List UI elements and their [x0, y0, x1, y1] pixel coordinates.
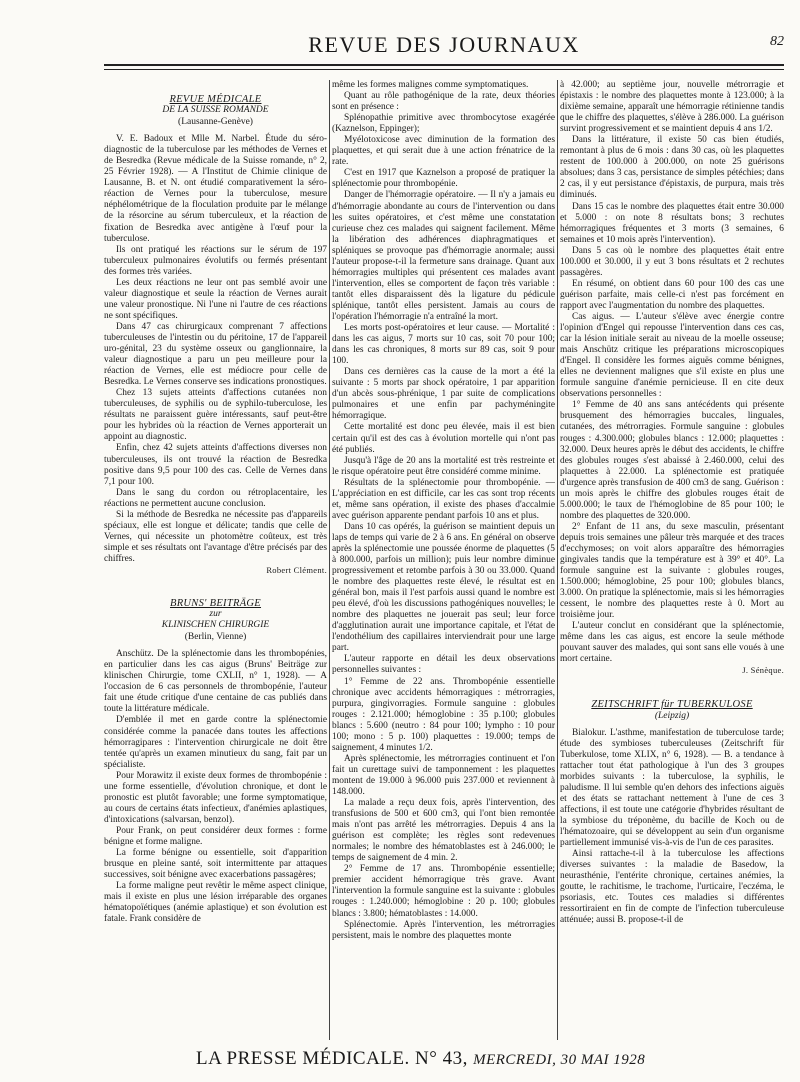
article-paragraph: Dans 15 cas le nombre des plaquettes était entre 30.000 et 5.000 : on note 8 résultats bons; 3 rechutes hémorragiques fréquentes et 3 morts (3 semaines, 6 semaines et 10 mois après l'intervention). [560, 201, 784, 245]
column-separator [329, 80, 330, 1040]
section-heading-bruns-beitrage [104, 598, 327, 643]
section-city: (Berlin, Vienne) [184, 632, 247, 643]
article-paragraph: Jusqu'à l'âge de 20 ans la mortalité est très restreinte et le risque opératoire peut être considéré comme minime. [332, 455, 555, 477]
article-paragraph: Ils ont pratiqué les réactions sur le sérum de 197 tuberculeux pulmonaires évolutifs ou fermés présentant des formes très variées. [104, 244, 327, 277]
article-paragraph: 1° Femme de 22 ans. Thrombopénie essentielle chronique avec accidents hémorragiques : métrorragies, purpura, gingivorragies. Formule sanguine : globules rouges : 2.121.000; hémoglobine : 35 p.100; globules blancs : 5.600 (neutro : 84 pour 100; lympho : 10 pour 100; mono : 5 p. 100) plaquettes : 19.000; temps de saignement, 4 minutes 1/2. [332, 676, 555, 753]
article-paragraph: Chez 13 sujets atteints d'affections cutanées non tuberculeuses, de syphilis ou de syphilo-tuberculose, les résultats ne paraissent guère intéressants, sauf peut-être pour les hybrides où la réaction de Vernes apporterait un appoint au diagnostic. [104, 388, 327, 443]
article-paragraph: Résultats de la splénectomie pour thrombopénie. — L'appréciation en est difficile, car les cas sont trop récents et, même sans opération, il existe des phases d'accalmie avec guérison apparente pendant parfois 10 ans et plus. [332, 477, 555, 521]
section-heading-zeitschrift [560, 699, 784, 722]
header-rule-thin [104, 69, 784, 70]
article-paragraph: Splénopathie primitive avec thrombocytose exagérée (Kaznelson, Eppinger); [332, 113, 555, 135]
article-paragraph: Dans le sang du cordon ou rétroplacentaire, les réactions ne permettent aucune conclusion. [104, 487, 327, 509]
page-number: 82 [770, 34, 784, 49]
article-paragraph: Anschütz. De la splénectomie dans les thrombopénies, en particulier dans les cas aigus (Bruns' Beiträge zur klinischen Chirurgie, tome CXLII, n° 1, 1928). — A l'occasion de 6 cas personnels de thrombopénie, l'auteur fait une étude critique d'une centaine de cas publiés dans toute la littérature médicale. [104, 649, 327, 715]
article-paragraph: Pour Morawitz il existe deux formes de thrombopénie : une forme essentielle, d'évolution chronique, et dont le pronostic est plutôt favorable; une forme symptomatique, au cours de certains états infectieux, d'anémies aplastiques, d'intoxications (salvarsan, benzol). [104, 770, 327, 825]
section-subtitle: DE LA SUISSE ROMANDE [162, 105, 269, 116]
section-subtitle: zur [209, 609, 222, 620]
section-subtitle: KLINISCHEN CHIRURGIE [161, 620, 270, 631]
article-paragraph: Dans la littérature, il existe 50 cas bien étudiés, remontant à plus de 6 mois : dans 30 cas, où les plaquettes restent de 100.000 à 200.000, on note 25 guérisons absolues; dans 3 cas, persistance de simples pétéchies; dans 2 cas, il y eut persistance d'épistaxis, de purpura, mais très diminués. [560, 135, 784, 201]
article-paragraph: Cas aigus. — L'auteur s'élève avec énergie contre l'opinion d'Engel qui repousse l'intervention dans ces cas, car la lésion initiale serait au niveau de la moelle osseuse; mais Anschütz critique les préparations microscopiques d'Engel. Il considère les formes aiguës comme bénignes, elles ne deviennent malignes que s'il existe en plus une formule sanguine d'anémie pernicieuse. Il en cite deux observations personnelles : [560, 311, 784, 400]
author-signature: Robert Clément. [266, 564, 327, 575]
section-city: (Leipzig) [654, 710, 690, 721]
article-paragraph: Ainsi rattache-t-il à la tuberculose les affections diverses suivantes : la maladie de Basedow, la neurasthénie, l'entérite chronique, certaines anémies, la goutte, le rachitisme, le trachome, l'urticaire, l'eczéma, le psoriasis, etc. Toutes ces maladies si différentes ressortiraient en fin de compte de l'infection tuberculeuse atténuée; aussi B. propose-t-il de [560, 849, 784, 926]
section-title: BRUNS' BEITRÄGE [169, 598, 262, 610]
header-rule [104, 64, 784, 66]
article-paragraph: La malade a reçu deux fois, après l'intervention, des transfusions de 500 et 600 cm3, qui l'ont bien remontée mais n'ont pas arrêté les métrorragies. Depuis 4 ans la guérison est complète; les règles sont redevenues normales; le nombre des hématoblastes est à 246.000; le temps de saignement de 4 min. 2. [332, 798, 555, 864]
article-paragraph: à 42.000; au septième jour, nouvelle métrorragie et épistaxis : le nombre des plaquettes monte à 123.000; à la dixième semaine, apparaît une hémorragie rétinienne tandis que le chiffre des plaquettes, s'élève à 286.000. La guérison survint progressivement et se maintient depuis 4 ans 1/2. [560, 80, 784, 135]
article-paragraph: Cette mortalité est donc peu élevée, mais il est bien certain qu'il est des cas à évolution mortelle qui n'ont pas été publiés. [332, 422, 555, 455]
article-paragraph: C'est en 1917 que Kaznelson a proposé de pratiquer la splénectomie pour thrombopénie. [332, 168, 555, 190]
article-paragraph: Pour Frank, on peut considérer deux formes : forme bénigne et forme maligne. [104, 825, 327, 847]
article-paragraph: La forme bénigne ou essentielle, soit d'apparition brusque en pleine santé, soit intermittente par attaques successives, soit bénigne avec exacerbations passagères; [104, 848, 327, 881]
article-paragraph: L'auteur conclut en considérant que la splénectomie, même dans les cas aigus, est encore la seule méthode pouvant sauver des malades, qui sont sans elle voués à une mort certaine. [560, 621, 784, 665]
section-city: (Lausanne-Genève) [178, 117, 253, 128]
section-title: REVUE MÉDICALE [169, 94, 262, 105]
article-paragraph: Si la méthode de Besredka ne nécessite pas d'appareils spéciaux, elle est longue et délicate; tandis que celle de Vernes, qui nécessite un photomètre coûteux, est très simple et ses résultats ont l'avantage d'être précisés par des chiffres. [104, 509, 327, 564]
column-middle [332, 80, 555, 1050]
footer-date: MERCREDI, 30 MAI 1928 [473, 1052, 646, 1068]
article-paragraph: Danger de l'hémorragie opératoire. — Il n'y a jamais eu d'hémorragie abondante au cours de l'intervention ou dans les suites opératoires, et c'est même une constatation curieuse chez ces malades qui saignent facilement. Même la libération des adhérences diaphragmatiques et spléniques se provoque pas d'hémorragie anormale; aussi l'auteur propose-t-il la fermeture sans drainage. Quant aux hémorragies multiples qui présentent ces malades avant l'intervention, elles se comportent de façon très variable : tantôt elles disparaissent dès la ligature du pédicule splénique, tantôt elles persistent. Jamais au cours de l'opération l'hémorragie n'a entraîné la mort. [332, 190, 555, 322]
footer-line [196, 1048, 645, 1070]
article-paragraph: Après splénectomie, les métrorragies continuent et l'on fait un curettage suivi de tamponnement : les plaquettes montent de 19.000 à 96.000 puis 237.000 et reviennent à 148.000. [332, 753, 555, 797]
article-paragraph: Dans 47 cas chirurgicaux comprenant 7 affections tuberculeuses de l'intestin ou du péritoine, 17 de l'appareil uro-génital, 23 du système osseux ou ganglionnaire, la valeur diagnostique a paru un peu meilleure pour la réaction de Vernes, elle est médiocre pour celle de Besredka. Le Vernes conserve ses indications pronostiques. [104, 321, 327, 388]
article-paragraph: Les deux réactions ne leur ont pas semblé avoir une valeur diagnostique et seule la réaction de Vernes aurait une valeur pronostique. Ni l'une ni l'autre de ces réactions ne sont spécifiques. [104, 277, 327, 321]
author-signature: J. Sénèque. [742, 665, 784, 676]
article-paragraph: Les morts post-opératoires et leur cause. — Mortalité : dans les cas aigus, 7 morts sur 10 cas, soit 70 pour 100; dans les cas chroniques, 8 morts sur 89 cas, soit 9 pour 100. [332, 323, 555, 367]
article-paragraph: En résumé, on obtient dans 60 pour 100 des cas une guérison parfaite, mais celle-ci n'est pas forcément en rapport avec l'augmentation du nombre des plaquettes. [560, 278, 784, 311]
article-paragraph: La forme maligne peut revêtir le même aspect clinique, mais il existe en plus une lésion irréparable des organes hématopoïétiques (anémie aplastique) et son évolution est fatale. Frank considère de [104, 881, 327, 925]
running-title: REVUE DES JOURNAUX [308, 32, 580, 57]
article-paragraph: L'auteur rapporte en détail les deux observations personnelles suivantes : [332, 654, 555, 676]
footer-journal: LA PRESSE MÉDICALE. N° 43, [196, 1048, 468, 1069]
article-paragraph: Dans 5 cas où le nombre des plaquettes était entre 100.000 et 30.000, il y eut 3 bons résultats et 2 rechutes passagères. [560, 245, 784, 278]
article-paragraph: 2° Enfant de 11 ans, du sexe masculin, présentant depuis trois semaines une pâleur très marquée et des traces d'ecchymoses; on voit alors apparaître des hémorragies gingivales tandis que la température est à 39° et 40°. La formule sanguine est la suivante : globules rouges, 1.500.000; hémoglobine, 25 pour 100; globules blancs, 3.000. On pratique la splénectomie, mais si les hémorragies cessent, le nombre des plaquettes reste à 0. Mort au troisième jour. [560, 521, 784, 621]
article-paragraph: D'emblée il met en garde contre la splénectomie considérée comme la panacée dans toutes les affections hémorragipares : l'intervention chirurgicale ne doit être tentée qu'après un examen minutieux du sang, fait par un spécialiste. [104, 715, 327, 770]
article-paragraph: même les formes malignes comme symptomatiques. [332, 80, 529, 90]
article-paragraph: Enfin, chez 42 sujets atteints d'affections diverses non tuberculeuses, ils ont trouvé la réaction de Besredka positive dans 9,5 pour 100 des cas. Celle de Vernes dans 7,1 pour 100. [104, 443, 327, 487]
article-paragraph: Bialokur. L'asthme, manifestation de tuberculose tarde; étude des symbioses tuberculeuses (Zeitschrift für Tuberkulose, tome XLIX, n° 6, 1928). — B. a tendance à rattacher tout état pathologique à l'un des 3 groupes morbides suivants : la tuberculose, la syphilis, le paludisme. Il lui semble qu'en dehors des infections aiguës et des états se rattachant nettement à l'une de ces 3 affections, il est toute une catégorie d'hybrides résultant de la symbiose du tréponème, du bacille de Koch ou de l'hématozoaire, qui se développent au sein d'un organisme partiellement immunisé vis-à-vis de l'un de ces parasites. [560, 727, 784, 849]
section-title: ZEITSCHRIFT für TUBERKULOSE [591, 698, 753, 710]
column-separator [557, 80, 558, 1040]
article-paragraph: Dans 10 cas opérés, la guérison se maintient depuis un laps de temps qui varie de 2 à 6 ans. En général on observe après la splénectomie une poussée énorme de plaquettes (5 à 800.000, parfois un million); puis leur nombre diminue progressivement et retombe parfois à 30 ou 33.000. Quand le nombre des plaquettes reste élevé, le résultat est en général bon, mais il l'est parfois aussi quand le nombre est peu élevé, d'où les discussions pathogéniques nouvelles; le nombre des plaquettes ne jouerait pas seul; leur force d'agglutination aurait une importance capitale, et l'état de l'endothélium des capillaires interviendrait pour une large part. [332, 521, 555, 654]
column-left [104, 80, 327, 1050]
article-paragraph: 1° Femme de 40 ans sans antécédents qui présente brusquement des hémorragies buccales, linguales, cutanées, des métrorragies. Formule sanguine : globules rouges : 4.300.000; globules blancs : 12.000; plaquettes : 32.000. Deux heures après le début des accidents, le chiffre des globules rouges s'est abaissé à 2.460.000, celui des plaquettes à 22.000. La splénectomie est pratiquée d'urgence après transfusion de 400 cm3 de sang. Guérison : un mois après le chiffre des globules rouges était de 5.000.000; le taux de l'hémoglobine de 85 pour 100; le nombre des plaquettes de 320.000. [560, 400, 784, 521]
article-paragraph: V. E. Badoux et Mlle M. Narbel. Étude du séro-diagnostic de la tuberculose par les méthodes de Vernes et de Besredka (Revue médicale de la Suisse romande, n° 2, 25 Février 1928). — A l'Institut de Chimie clinique de Lausanne, B. et N. ont étudié comparativement la séro-réaction de Vernes pour la tuberculose, mesure néphélométrique de la floculation produite par le mélange de la résorcine au sérum tuberculeux, et la réaction de fixation de Besredka avec antigène à l'œuf pour la tuberculose. [104, 134, 327, 244]
article-paragraph: 2° Femme de 17 ans. Thrombopénie essentielle; premier accident hémorragique très grave. Avant l'intervention la formule sanguine est la suivante : globules rouges : 1.240.000; hémoglobine : 20 p. 100; globules blancs : 3.800; hématoblastes : 14.000. [332, 864, 555, 919]
article-paragraph: Dans ces dernières cas la cause de la mort a été la suivante : 5 morts par shock opératoire, 1 par apparition d'un abcès sous-phrénique, 1 par suite de complications pulmonaires et une enfin par pachyméningite hémorragique. [332, 367, 555, 422]
article-paragraph: Quant au rôle pathogénique de la rate, deux théories sont en présence : [332, 91, 555, 113]
page-header [104, 28, 784, 66]
page-footer [104, 1048, 784, 1076]
section-heading-revue-medicale [104, 94, 327, 128]
article-paragraph: Splénectomie. Après l'intervention, les métrorragies persistent, mais le nombre des plaquettes monte [332, 919, 555, 941]
article-paragraph: Myélotoxicose avec diminution de la formation des plaquettes, et qui serait due à une action frénatrice de la rate. [332, 135, 555, 168]
column-right [560, 80, 784, 1050]
